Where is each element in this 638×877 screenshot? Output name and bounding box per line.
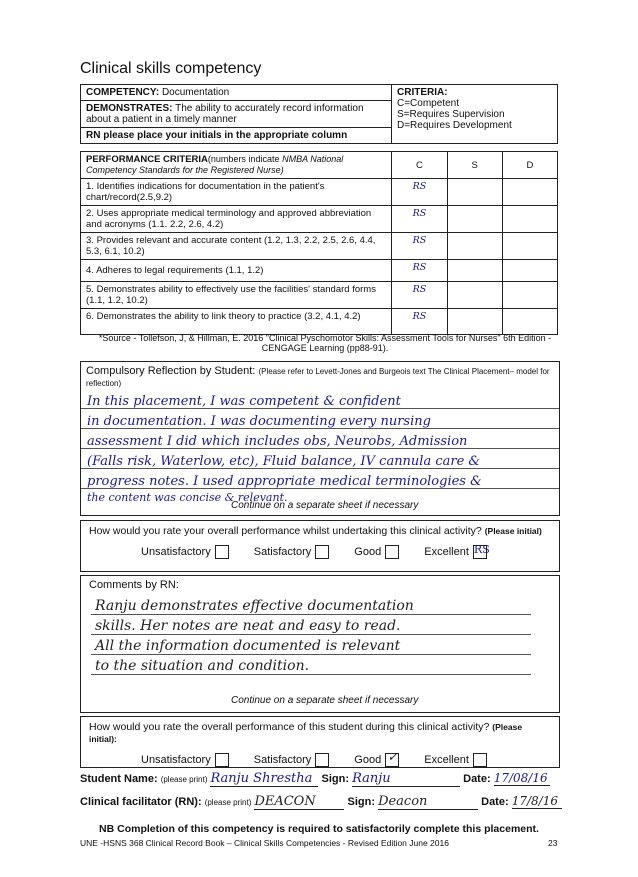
row-d-initial[interactable] bbox=[502, 260, 557, 282]
option-unsatisfactory-label: Unsatisfactory bbox=[141, 753, 211, 766]
reflection-line: assessment I did which includes obs, Neurobs, Admission bbox=[87, 434, 468, 449]
reflection-line: in documentation. I was documenting every nursing bbox=[87, 414, 431, 429]
comment-line: skills. Her notes are neat and easy to read. bbox=[95, 618, 401, 634]
competency-table bbox=[80, 84, 558, 144]
demonstrates-value: The ability to accurately record information about a patient in a timely manner bbox=[86, 103, 364, 125]
reflection-heading: Compulsory Reflection by Student: bbox=[86, 365, 256, 377]
row-d-initial[interactable] bbox=[502, 179, 557, 206]
row-c-initial[interactable]: RS bbox=[392, 282, 447, 309]
row-text: Demonstrates ability to effectively use the facilities' standard forms (1.1, 1.2, 10.2) bbox=[86, 284, 376, 306]
row-s-initial[interactable] bbox=[447, 206, 502, 233]
criteria-label: CRITERIA: bbox=[397, 87, 448, 98]
row-num: 4. bbox=[86, 265, 94, 276]
row-num: 1. bbox=[86, 181, 94, 192]
row-d-initial[interactable] bbox=[502, 309, 557, 335]
row-num: 6. bbox=[86, 311, 94, 322]
option-unsatisfactory-checkbox[interactable] bbox=[215, 753, 229, 767]
row-s-initial[interactable] bbox=[447, 233, 502, 260]
criteria-row bbox=[81, 179, 558, 206]
student-date-label: Date: bbox=[463, 773, 491, 785]
reflection-box bbox=[80, 361, 560, 516]
footer-book-title: UNE -HSNS 368 Clinical Record Book – Clinical Skills Competencies - Revised Edition June 2016 bbox=[80, 838, 449, 848]
reflection-line: In this placement, I was competent & confident bbox=[87, 394, 401, 409]
comments-heading: Comments by RN: bbox=[89, 579, 179, 591]
criteria-cell bbox=[392, 85, 558, 144]
row-c-initial[interactable]: RS bbox=[392, 179, 447, 206]
student-sign-label: Sign: bbox=[321, 773, 349, 785]
facilitator-date-label: Date: bbox=[481, 796, 509, 808]
comment-line: to the situation and condition. bbox=[95, 658, 310, 674]
option-satisfactory-label: Satisfactory bbox=[253, 545, 312, 558]
rn-rating-question: How would you rate the overall performance of this student during this clinical activity? bbox=[89, 721, 490, 733]
facilitator-name-field[interactable]: DEACON bbox=[254, 794, 344, 810]
criteria-row bbox=[81, 260, 558, 282]
facilitator-sign-label: Sign: bbox=[347, 796, 375, 808]
rn-rating-options bbox=[81, 749, 559, 767]
rn-rating-note: (Please initial): bbox=[89, 722, 523, 744]
performance-heading-note2: NMBA National Competency Standards for the Registered Nurse) bbox=[86, 154, 344, 175]
row-text: Identifies indications for documentation in the patient's chart/record(2.5,9.2) bbox=[86, 181, 325, 203]
option-satisfactory-checkbox[interactable] bbox=[315, 545, 329, 559]
criteria-row bbox=[81, 233, 558, 260]
option-unsatisfactory-label: Unsatisfactory bbox=[141, 545, 211, 558]
row-num: 5. bbox=[86, 284, 94, 295]
col-s-header: S bbox=[447, 152, 502, 179]
initial-note-cell bbox=[81, 128, 392, 144]
good-initial-mark: ✓ bbox=[387, 750, 399, 765]
performance-table bbox=[80, 151, 558, 335]
source-citation: *Source - Tollefson, J, & Hillman, E. 2016 "Clinical Pyschomotor Skills: Assessment Tools for Nurses" 6th Edition - CENGAGE Learning (pp88-91). bbox=[98, 333, 552, 353]
criteria-d: D=Requires Development bbox=[397, 120, 512, 131]
row-s-initial[interactable] bbox=[447, 309, 502, 335]
student-signature-field[interactable]: Ranju bbox=[352, 771, 460, 787]
option-good-checkbox[interactable] bbox=[385, 750, 399, 767]
row-c-initial[interactable]: RS bbox=[392, 233, 447, 260]
facilitator-date-field[interactable]: 17/8/16 bbox=[512, 794, 562, 809]
option-good-checkbox[interactable] bbox=[385, 545, 399, 559]
row-num: 3. bbox=[86, 235, 94, 246]
excellent-initial-mark: RS bbox=[473, 543, 490, 556]
competency-value: Documentation bbox=[161, 87, 230, 98]
row-text: Provides relevant and accurate content (1.2, 1.3, 2.2, 2.5, 2.6, 4.4, 5.3, 6.1, 10.2) bbox=[86, 235, 376, 257]
student-signoff-row bbox=[80, 771, 570, 787]
option-excellent-checkbox[interactable] bbox=[473, 543, 490, 559]
row-text: Uses appropriate medical terminology and approved abbreviation and acronyms (1.1. 2.2, 2.6, 4.2) bbox=[86, 208, 372, 230]
page-title: Clinical skills competency bbox=[80, 60, 262, 77]
student-print-note: (please print) bbox=[160, 775, 208, 784]
performance-heading-note: (numbers indicate bbox=[207, 154, 280, 164]
row-d-initial[interactable] bbox=[502, 206, 557, 233]
page-number: 23 bbox=[548, 838, 558, 848]
facilitator-label: Clinical facilitator (RN): bbox=[80, 796, 202, 808]
criteria-row bbox=[81, 309, 558, 335]
row-c-initial[interactable]: RS bbox=[392, 206, 447, 233]
completion-note: NB Completion of this competency is required to satisfactorily complete this placement. bbox=[99, 823, 539, 835]
reflection-line: (Falls risk, Waterlow, etc), Fluid balance, IV cannula care & bbox=[87, 454, 480, 469]
option-excellent-label: Excellent bbox=[424, 753, 469, 766]
option-unsatisfactory-checkbox[interactable] bbox=[215, 545, 229, 559]
option-excellent-label: Excellent bbox=[424, 545, 469, 558]
facilitator-print-note: (please print) bbox=[204, 798, 252, 807]
row-s-initial[interactable] bbox=[447, 282, 502, 309]
rn-comments-box bbox=[80, 575, 560, 713]
row-text: Adheres to legal requirements (1.1, 1.2) bbox=[96, 265, 264, 276]
reflection-text[interactable] bbox=[87, 392, 482, 504]
student-date-field[interactable]: 17/08/16 bbox=[494, 771, 550, 786]
facilitator-signature-field[interactable]: Deacon bbox=[378, 794, 478, 810]
row-c-initial[interactable]: RS bbox=[392, 309, 447, 335]
comment-line: Ranju demonstrates effective documentation bbox=[95, 598, 414, 614]
criteria-s: S=Requires Supervision bbox=[397, 109, 505, 120]
performance-heading: PERFORMANCE CRITERIA bbox=[86, 154, 208, 165]
competency-cell bbox=[81, 85, 392, 101]
reflection-line: the content was concise & relevant. bbox=[87, 491, 288, 504]
rn-rating-question-wrap bbox=[81, 717, 559, 749]
student-rating-box bbox=[80, 520, 560, 572]
option-satisfactory-label: Satisfactory bbox=[253, 753, 312, 766]
demonstrates-cell bbox=[81, 101, 392, 128]
col-c-header: C bbox=[392, 152, 447, 179]
rn-rating-box bbox=[80, 716, 560, 768]
row-num: 2. bbox=[86, 208, 94, 219]
criteria-row bbox=[81, 206, 558, 233]
reflection-heading-note: (Please refer to Levett-Jones and Burgeois text The Clinical Placement– model for reflection) bbox=[86, 367, 550, 388]
criteria-c: C=Competent bbox=[397, 98, 459, 109]
reflection-heading-wrap bbox=[81, 362, 559, 392]
initial-note: RN please place your initials in the appropriate column bbox=[86, 130, 348, 141]
student-name-label: Student Name: bbox=[80, 773, 158, 785]
comments-continue-note: Continue on a separate sheet if necessary bbox=[231, 695, 419, 706]
competency-label: COMPETENCY: bbox=[86, 87, 160, 98]
reflection-continue-note: Continue on a separate sheet if necessary bbox=[231, 500, 419, 511]
row-c-initial[interactable]: RS bbox=[392, 260, 447, 282]
facilitator-signoff-row bbox=[80, 794, 570, 810]
comment-line: All the information documented is relevant bbox=[95, 638, 401, 654]
option-good-label: Good bbox=[354, 753, 382, 766]
student-rating-question: How would you rate your overall performance whilst undertaking this clinical activity? bbox=[89, 525, 482, 537]
student-rating-options bbox=[81, 541, 559, 559]
student-name-field[interactable]: Ranju Shrestha bbox=[210, 771, 318, 787]
reflection-line: progress notes. I used appropriate medical terminologies & bbox=[87, 474, 482, 489]
student-rating-note: (Please initial) bbox=[484, 526, 542, 536]
option-good-label: Good bbox=[354, 545, 382, 558]
row-d-initial[interactable] bbox=[502, 282, 557, 309]
comments-text[interactable] bbox=[95, 596, 414, 676]
row-text: Demonstrates the ability to link theory to practice (3.2, 4.1, 4.2) bbox=[96, 311, 361, 322]
row-s-initial[interactable] bbox=[447, 179, 502, 206]
col-d-header: D bbox=[502, 152, 557, 179]
row-s-initial[interactable] bbox=[447, 260, 502, 282]
performance-heading-cell bbox=[81, 152, 392, 179]
criteria-row bbox=[81, 282, 558, 309]
option-satisfactory-checkbox[interactable] bbox=[315, 753, 329, 767]
option-excellent-checkbox[interactable] bbox=[473, 753, 487, 767]
student-rating-question-wrap bbox=[81, 521, 559, 541]
demonstrates-label: DEMONSTRATES: bbox=[86, 103, 173, 114]
row-d-initial[interactable] bbox=[502, 233, 557, 260]
